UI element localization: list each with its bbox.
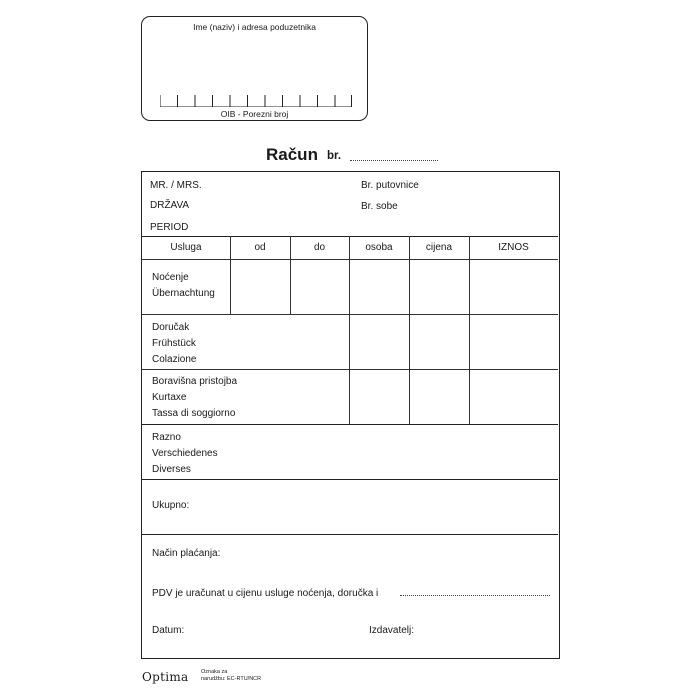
issuer-box (141, 16, 368, 121)
guest-name-label: MR. / MRS. (150, 180, 202, 191)
invoice-form (141, 171, 560, 659)
row-label-line: Noćenje (152, 272, 189, 283)
issued-by-label: Izdavatelj: (369, 625, 415, 636)
row-divider (142, 314, 558, 315)
row-label-line: Frühstück (152, 338, 196, 349)
column-divider (349, 369, 350, 424)
row-label-breakfast (152, 320, 196, 368)
country-label: DRŽAVA (150, 200, 190, 211)
row-label-line: Tassa di soggiorno (152, 408, 236, 419)
column-divider (349, 314, 350, 369)
document-title: Račun (266, 145, 318, 164)
column-divider (349, 259, 350, 314)
order-code-line: Oznaka za (201, 669, 228, 675)
column-divider (290, 259, 291, 314)
row-label-line: Diverses (152, 464, 191, 475)
column-divider (469, 236, 470, 259)
column-divider (230, 259, 231, 314)
column-divider (469, 369, 470, 424)
oib-tick-marks (160, 95, 352, 107)
row-label-line: Colazione (152, 354, 197, 365)
issuer-label: Ime (naziv) i adresa poduzetnika (193, 22, 316, 32)
vat-note-field[interactable] (400, 595, 550, 596)
header-bottom-line (142, 259, 558, 260)
column-header-service: Usluga (170, 242, 202, 253)
column-divider (230, 236, 231, 259)
room-number-label: Br. sobe (361, 201, 398, 212)
column-divider (409, 236, 410, 259)
row-label-line: Razno (152, 432, 181, 443)
row-label-line: Übernachtung (152, 288, 215, 299)
column-divider (469, 314, 470, 369)
column-divider (409, 259, 410, 314)
row-label-line: Kurtaxe (152, 392, 187, 403)
row-label-line: Doručak (152, 322, 190, 333)
total-label: Ukupno: (152, 500, 190, 511)
invoice-number-field[interactable] (350, 160, 438, 161)
column-header-amount: IZNOS (498, 242, 529, 253)
column-header-to: do (313, 242, 326, 253)
period-label: PERIOD (150, 222, 189, 233)
vat-note: PDV je uračunat u cijenu usluge noćenja, doručka i (152, 588, 379, 599)
column-divider (469, 259, 470, 314)
column-header-persons: osoba (365, 242, 393, 253)
row-label-line: Verschiedenes (152, 448, 218, 459)
order-code-line: narudžbu: EC-RTU/NCR (201, 676, 262, 682)
column-divider (349, 236, 350, 259)
section-divider (142, 479, 558, 480)
row-label-miscellaneous (152, 430, 218, 478)
column-header-price: cijena (425, 242, 453, 253)
column-divider (409, 369, 410, 424)
section-divider (142, 424, 558, 425)
date-label: Datum: (152, 625, 185, 636)
row-divider (142, 369, 558, 370)
invoice-number-label: br. (327, 150, 342, 162)
brand-logo: Optima (142, 670, 189, 684)
header-top-line (142, 236, 558, 237)
column-divider (409, 314, 410, 369)
column-divider (290, 236, 291, 259)
passport-number-label: Br. putovnice (361, 180, 419, 191)
order-code-label (201, 669, 271, 683)
row-label-overnight (152, 270, 215, 302)
oib-label: OIB - Porezni broj (220, 109, 289, 119)
row-label-tourist-tax (152, 374, 237, 422)
row-label-line: Boravišna pristojba (152, 376, 238, 387)
column-header-from: od (254, 242, 266, 253)
payment-method-label: Način plaćanja: (152, 548, 221, 559)
section-divider (142, 534, 558, 535)
